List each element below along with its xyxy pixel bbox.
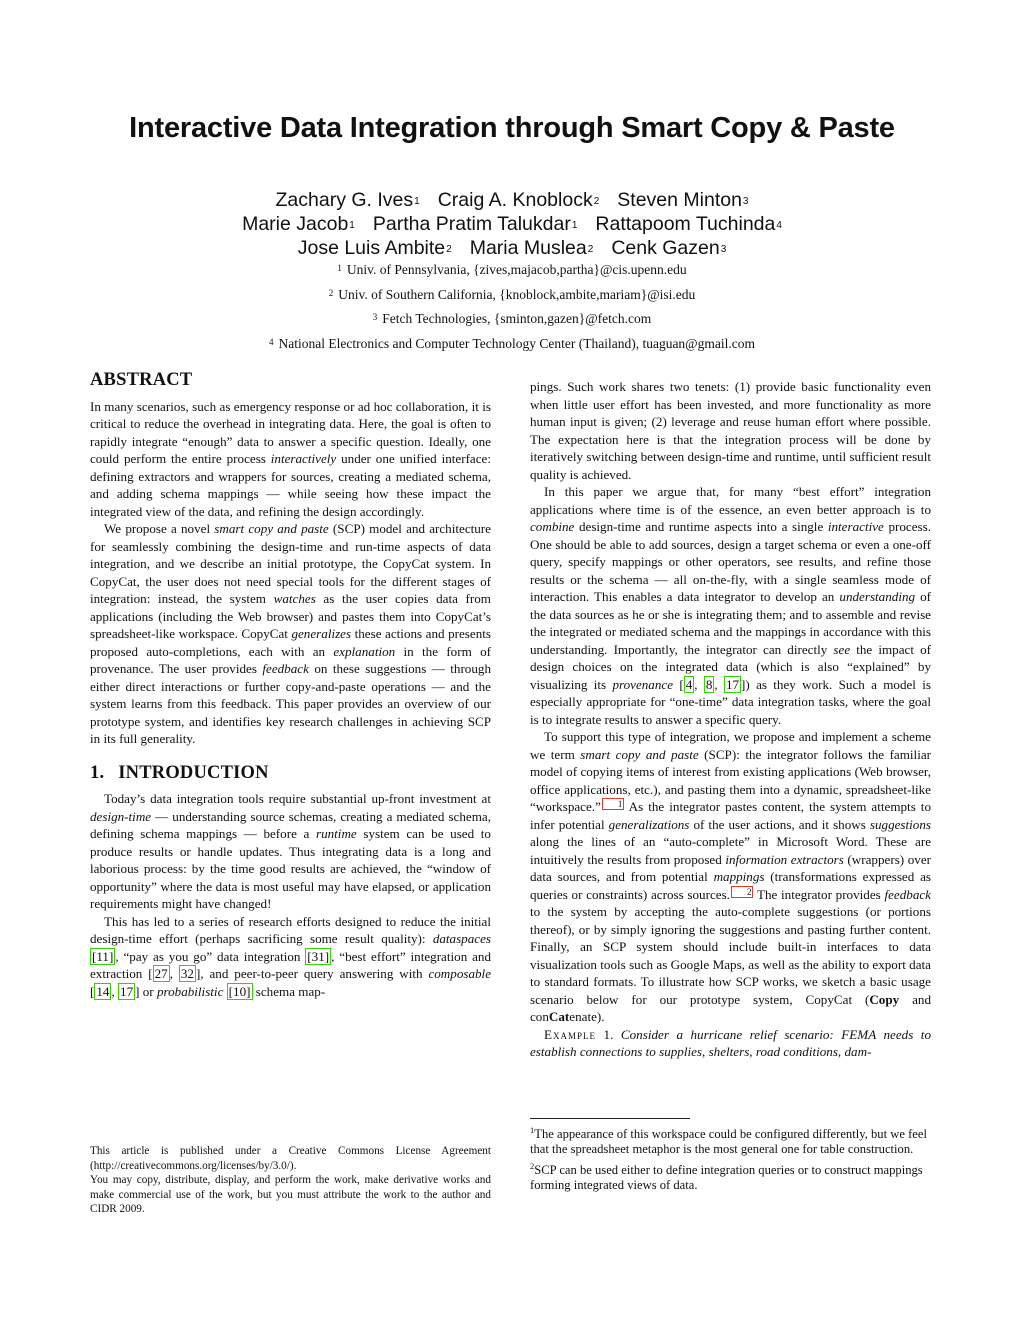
license-line: You may copy, distribute, display, and perform the work, make derivative works and make commercial use of the work, but you must attribute the work to the author and CIDR 2009. [90,1174,491,1216]
text-run: design-time [90,808,152,824]
text-run: combine [530,519,575,534]
affiliation-list [0,258,1024,356]
text-run: system can be used to produce results or handle updates. Thus integrating data is a long and laborious process: by the time good results are achieved, the “window of opportunity” where the data is most useful may have elapsed, or application requirements might have changed! [90,826,491,911]
citation-link[interactable]: [31] [307,948,330,964]
text-run: To support this type of integration, we propose and implement a scheme we term [530,729,931,762]
text-run: as the user copies data from applications (including the Web browser) and pastes them into CopyCat’s spreadsheet-like workspace. CopyCat [90,591,491,641]
author-name [276,188,420,212]
text-run: provenance [612,676,674,692]
citation-link[interactable]: 4 [685,676,693,692]
body-paragraph [90,790,491,913]
author-affiliation-mark: 3 [720,244,727,255]
author-name [373,212,578,236]
author-name [470,236,594,260]
abstract-paragraph [90,520,491,748]
author-name-text: Maria Muslea [469,237,587,259]
citation-link[interactable]: [10] [228,983,251,999]
text-run: dataspaces [432,931,491,946]
text-run: process. One should be able to add sources, design a target schema or even a one-off query, specify mappings or other operators, see results, and refine those results or the schema — all on-the-fly, with a single seamless mode of interaction. This enables a data integrator to develop an [530,519,931,604]
text-run: , [169,966,179,981]
text-run: In many scenarios, such as emergency response or ad hoc collaboration, it is critical to reduce the overhead in integrating data. Here, the goal is often to rapidly integrate “enough” data to answer a specific question. Ideally, one could perform the entire process [90,398,491,466]
text-run: feedback [262,661,309,676]
author-affiliation-mark: 2 [587,244,594,255]
affiliation [0,283,1024,308]
author-row [0,188,1024,212]
footnote-text: The appearance of this workspace could be configured differently, but we feel that the spreadsheet metaphor is the most general one for table construction. [530,1127,927,1156]
affiliation-text: Fetch Technologies, {sminton,gazen}@fetch.com [382,311,652,326]
text-run: probabilistic [156,983,224,999]
license-line: This article is published under a Creative Commons License Agreement (http://creativecommons.org/licenses/by/3.0/). [90,1145,491,1172]
license-notice [90,1144,491,1217]
author-list [0,188,1024,260]
text-run: (transformations expressed as queries or constraints) across sources. [530,869,931,902]
citation-link[interactable]: [11] [92,948,114,964]
text-run: along the lines of an “auto-complete” in Microsoft Word. These are intuitively the results from proposed [530,834,931,867]
text-run: information extractors [725,851,844,867]
affiliation-number: 2 [328,287,334,298]
section-number: 1. [90,762,105,783]
text-run: watches [273,591,316,606]
citation-link[interactable]: 17 [725,676,740,692]
author-affiliation-mark: 2 [446,244,452,255]
author-name-text: Zachary G. Ives [275,189,414,211]
text-run: [ [673,676,684,692]
author-name-text: Marie Jacob [242,213,349,235]
text-run: the impact of design choices on the integrated data (which is also “explained” by visualizing its [530,641,931,692]
author-affiliation-mark: 3 [742,196,749,207]
affiliation-number: 4 [269,336,274,347]
affiliation-number: 1 [337,263,342,273]
footnote-number: 1 [530,1125,535,1135]
text-run: on these suggestions — through either direct interactions or further copy-and-paste operations — and the system learns from this feedback. This paper provides an overview of our prototype system, and identifies key research challenges in achieving SCP in its full generality. [90,661,491,746]
text-run: ]) as they work. Such a model is especially appropriate for “one-time” data integration tasks, where the goal is to integrate results to answer a specific query. [530,676,931,727]
section-title: INTRODUCTION [118,762,269,783]
text-run: generalizes [291,626,352,641]
example-paragraph [530,1026,931,1061]
footnote-ref-link[interactable]: 1 [602,798,625,810]
text-run: interactive [827,519,884,534]
example-label: Example [544,1026,597,1042]
body-paragraph [530,483,931,728]
author-name-text: Rattapoom Tuchinda [595,213,776,235]
text-run: runtime [315,826,357,841]
text-run: Copy [869,991,900,1007]
footnote-rule [530,1118,690,1119]
text-run: and con [530,991,931,1024]
citation-link[interactable]: 27 [154,966,168,981]
author-name [242,212,355,236]
author-name-text: Jose Luis Ambite [297,237,446,259]
text-run: Today’s data integration tools require substantial up-front investment at [104,791,491,806]
text-run: mappings [713,869,765,884]
text-run: understanding [839,589,916,604]
author-name [298,236,452,260]
text-run: generalizations [608,816,690,832]
author-affiliation-mark: 1 [349,220,355,231]
text-run: suggestions [869,816,931,832]
affiliation-text: Univ. of Southern California, {knoblock,ambite,mariam}@isi.edu [338,286,696,302]
abstract-paragraph [90,398,491,521]
text-run: (wrappers) over data sources, and from potential [530,851,931,884]
affiliation [0,258,1024,283]
body-paragraph [90,913,491,1001]
author-name [611,236,726,260]
text-run: feedback [884,886,931,902]
affiliation-text: National Electronics and Computer Technology Center (Thailand), tuaguan@gmail.com [278,335,755,351]
text-run: pings. Such work shares two tenets: (1) provide basic functionality even when little user effort has been invested, and more functionality as more human input is given; (2) leverage and reuse human effort where possible. The expectation here is that the integration process will be done by iteratively switching between design-time and runtime, until sufficient result quality is achieved. [530,379,931,482]
citation-link[interactable]: 8 [705,676,713,692]
footnote-text: SCP can be used either to define integration queries or to construct mappings forming integrated views of data. [530,1163,923,1192]
author-affiliation-mark: 2 [593,196,600,207]
author-affiliation-mark: 1 [414,196,420,207]
text-run: schema map- [252,983,326,999]
text-run: interactively [270,451,337,466]
citation-link[interactable]: 17 [120,983,134,999]
footnote [530,1123,931,1156]
text-run: In this paper we argue that, for many “best effort” integration applications where time is of the essence, an even better approach is to [530,484,931,517]
author-name-text: Steven Minton [617,189,742,211]
example-text: Consider a hurricane relief scenario: FEMA needs to establish connections to supplies, shelters, road conditions, dam- [530,1026,931,1059]
introduction-heading [90,762,491,783]
citation-link[interactable]: 32 [180,966,194,981]
affiliation [0,332,1024,357]
text-run: design-time and runtime aspects into a single [574,519,828,534]
text-run: to the system by accepting the auto-complete suggestions (or portions thereof), or by simply ignoring the suggestions and pasting further content. Finally, an SCP system should include built-in interfaces to data visualization tools such as Google Maps, as well as the ability to export data to standard formats. To illustrate how SCP works, we sketch a basic usage scenario below for our prototype system, CopyCat ( [530,904,931,1007]
text-run: enate). [569,1009,605,1024]
body-paragraph [530,728,931,1026]
text-run: of the data sources as he or she is integrating them; and to assemble and revise the integrated or mediated schema and the mappings in accordance with this understanding. Importantly, the integrator can directly [530,589,931,657]
author-name [438,188,600,212]
text-run: smart copy and paste [214,521,329,536]
author-name [617,188,748,212]
text-run: , [714,676,724,692]
text-run: in the form of provenance. The user provides [90,643,491,676]
author-affiliation-mark: 1 [571,220,578,231]
footnotes [530,1118,931,1195]
text-run: (SCP): the integrator follows the familiar model of copying items of interest from existing applications (Web browser, office applications, etc.), and pasting them into a dynamic, spreadsheet-like “workspace.” [530,746,932,814]
text-run: The integrator provides [753,886,885,902]
author-name-text: Cenk Gazen [611,237,720,259]
text-run: see [833,641,851,657]
text-run: ], and peer-to-peer query answering with [195,966,429,981]
affiliation [0,307,1024,332]
text-run: under one unified interface: defining extractors and wrappers for sources, creating a mediated schema, and adding schema mappings — while seeing how these impact the integrated view of the data, and refining the design accordingly. [90,451,492,519]
text-run: , [111,983,119,999]
footnote [530,1159,931,1192]
left-column [90,372,491,1000]
text-run: As the integrator pastes content, the system attempts to infer potential [530,799,931,832]
text-run: composable [428,966,492,981]
text-run: (SCP) model and architecture for seamlessly combining the design-time and run-time aspects of data integration, and we describe an initial prototype, the CopyCat system. In CopyCat, the user does not need special tools for the different stages of integration: instead, the system [90,521,491,606]
text-run: — understanding source schemas, creating a mediated schema, defining schema mappings — before a [90,808,491,841]
text-run: , [694,676,704,692]
footnote-number: 2 [530,1161,535,1172]
affiliation-number: 3 [372,312,378,322]
text-run: ] or [135,983,157,999]
citation-link[interactable]: 14 [96,983,110,999]
example-number: 1. [603,1026,614,1042]
affiliation-text: Univ. of Pennsylvania, {zives,majacob,partha}@cis.upenn.edu [346,262,687,277]
text-run: of the user actions, and it shows [689,816,870,832]
text-run: , “pay as you go” data integration [115,948,306,964]
author-row [0,212,1024,236]
text-run: these actions and presents proposed auto-completions, each with an [90,626,491,659]
body-paragraph [530,378,931,483]
author-name-text: Craig A. Knoblock [437,189,593,211]
text-run: This has led to a series of research efforts designed to reduce the initial design-time effort (perhaps sacrificing some result quality): [90,913,491,946]
author-row [0,236,1024,260]
author-name-text: Partha Pratim Talukdar [372,213,571,235]
paper-title: Interactive Data Integration through Smart Copy & Paste [129,112,895,144]
author-affiliation-mark: 4 [776,220,782,231]
text-run: , “best effort” integration and extraction [ [90,948,491,981]
text-run: smart copy and paste [580,746,699,762]
abstract-heading: ABSTRACT [90,370,193,390]
footnote-ref-link[interactable]: 2 [731,886,754,898]
right-column [530,378,931,1061]
text-run: We propose a novel [104,521,215,536]
text-run: Cat [548,1009,570,1024]
text-run: [ [90,983,95,999]
text-run: explanation [333,643,396,659]
author-name [595,212,782,236]
